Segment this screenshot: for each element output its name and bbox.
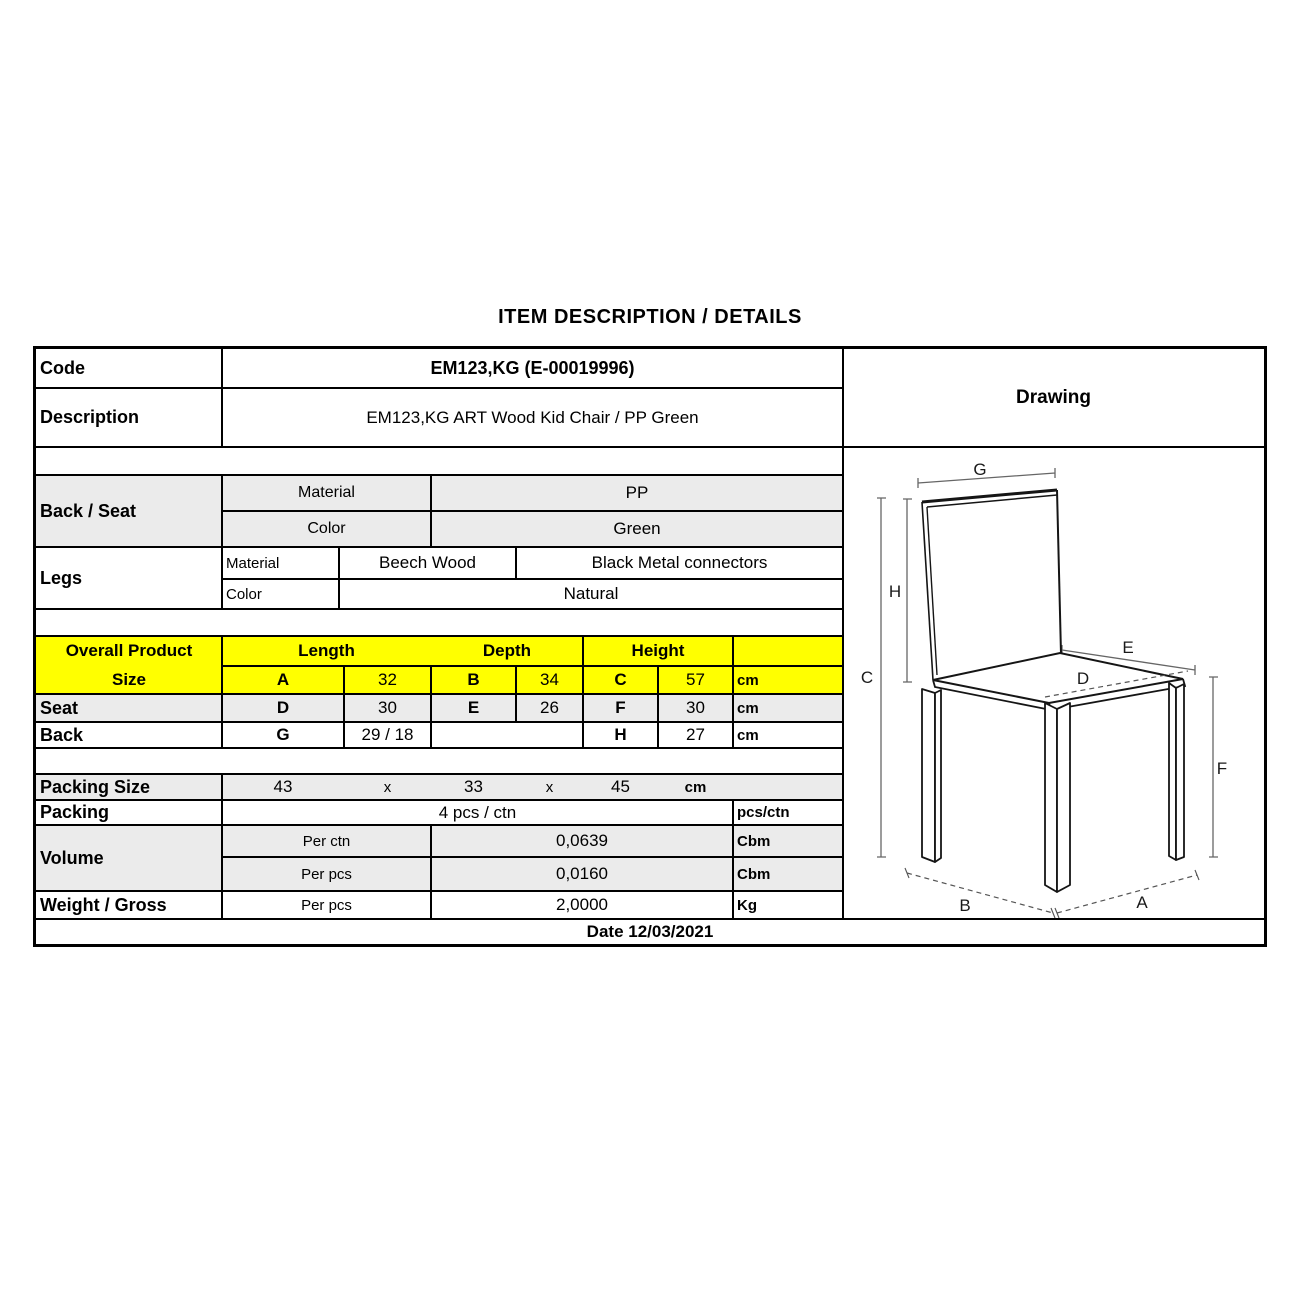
chair-backrest (922, 490, 1061, 680)
code-value: EM123,KG (E-00019996) (430, 358, 635, 378)
seat-d-key: D (276, 698, 290, 717)
overall-unit: cm (737, 671, 759, 689)
overall-b-key: B (467, 670, 480, 689)
volume-per-ctn-value: 0,0639 (556, 831, 608, 850)
volume-per-pcs-value: 0,0160 (556, 864, 608, 883)
overall-c-value: 57 (686, 670, 705, 689)
seat-row-label: Seat (40, 697, 79, 718)
dim-label-f: F (1216, 759, 1228, 778)
seat-f-key: F (615, 698, 626, 717)
weight-value: 2,0000 (556, 895, 608, 914)
packing-size-unit: cm (684, 778, 707, 796)
weight-unit: Kg (737, 896, 757, 914)
legs-material-label: Material (226, 554, 280, 572)
front-leg (1045, 703, 1057, 892)
code-label: Code (40, 358, 85, 378)
volume-per-pcs-unit: Cbm (737, 865, 771, 883)
front-leg-side (1057, 703, 1070, 892)
weight-gross-label: Weight / Gross (40, 894, 167, 915)
size-header-depth: Depth (482, 641, 532, 660)
spec-table (33, 346, 1267, 947)
seat-d-value: 30 (378, 698, 397, 717)
page-title: ITEM DESCRIPTION / DETAILS (498, 306, 802, 328)
chair-legs (922, 683, 1184, 892)
overall-a-value: 32 (378, 670, 397, 689)
weight-per-pcs-label: Per pcs (301, 896, 352, 914)
packing-size-v2: 33 (464, 777, 483, 796)
description-label: Description (40, 407, 140, 427)
packing-size-v3: 45 (611, 777, 630, 796)
size-header-height: Height (631, 641, 685, 660)
legs-material-wood: Beech Wood (378, 553, 477, 572)
dim-line-b (907, 873, 1053, 913)
back-seat-color-label: Color (307, 520, 346, 537)
back-h-key: H (614, 725, 627, 744)
back-seat-label: Back / Seat (40, 500, 137, 521)
dim-label-g: G (973, 460, 987, 479)
dim-line-c (877, 498, 886, 857)
seat-e-key: E (467, 698, 480, 717)
packing-unit: pcs/ctn (737, 804, 790, 821)
volume-per-ctn-unit: Cbm (737, 832, 771, 850)
overall-size-label-line2: Size (111, 670, 147, 689)
overall-size-label (36, 636, 222, 694)
legs-color-label: Color (226, 585, 262, 603)
seat-unit: cm (737, 699, 759, 717)
volume-per-pcs-label: Per pcs (301, 865, 352, 883)
packing-size-values (222, 774, 843, 800)
right-leg (1169, 683, 1176, 860)
back-row-label: Back (40, 724, 84, 745)
volume-label: Volume (40, 847, 104, 868)
overall-c-key: C (614, 670, 627, 689)
seat-f-value: 30 (686, 698, 705, 717)
volume-per-ctn-label: Per ctn (302, 832, 351, 850)
drawing-panel-title: Drawing (1016, 387, 1091, 408)
legs-label: Legs (40, 567, 83, 588)
dim-label-c: C (860, 668, 874, 687)
packing-size-label: Packing Size (40, 776, 151, 797)
overall-a-key: A (276, 670, 290, 689)
back-seat-color-value: Green (613, 519, 661, 538)
legs-material-metal: Black Metal connectors (591, 553, 768, 572)
dim-label-h: H (888, 582, 902, 601)
back-h-value: 27 (686, 725, 705, 744)
dim-label-b: B (959, 896, 971, 915)
seat-e-value: 26 (540, 698, 559, 717)
packing-value: 4 pcs / ctn (438, 802, 517, 822)
dim-label-d: D (1076, 669, 1090, 688)
packing-size-x1: x (383, 778, 392, 796)
dim-line-a (1057, 875, 1197, 913)
left-leg (922, 689, 935, 862)
chair-seat (933, 653, 1185, 710)
overall-size-label-line1: Overall Product (65, 641, 193, 660)
overall-b-value: 34 (540, 670, 559, 689)
packing-size-x2: x (545, 778, 554, 796)
dim-label-a: A (1136, 893, 1148, 912)
size-header-length: Length (298, 641, 355, 660)
back-g-key: G (276, 725, 290, 744)
dim-line-h (903, 499, 912, 682)
description-value: EM123,KG ART Wood Kid Chair / PP Green (366, 407, 699, 427)
back-unit: cm (737, 726, 759, 744)
right-leg-side (1176, 684, 1184, 860)
packing-size-v1: 43 (273, 777, 293, 796)
back-seat-material-value: PP (625, 483, 649, 502)
left-leg-side (935, 690, 941, 862)
back-seat-material-label: Material (298, 484, 355, 501)
chair-drawing (843, 447, 1264, 919)
legs-color-value: Natural (563, 584, 619, 603)
date-row: Date 12/03/2021 (586, 921, 714, 941)
packing-label: Packing (40, 802, 110, 822)
back-g-value: 29 / 18 (361, 725, 414, 744)
dim-label-e: E (1122, 638, 1134, 657)
